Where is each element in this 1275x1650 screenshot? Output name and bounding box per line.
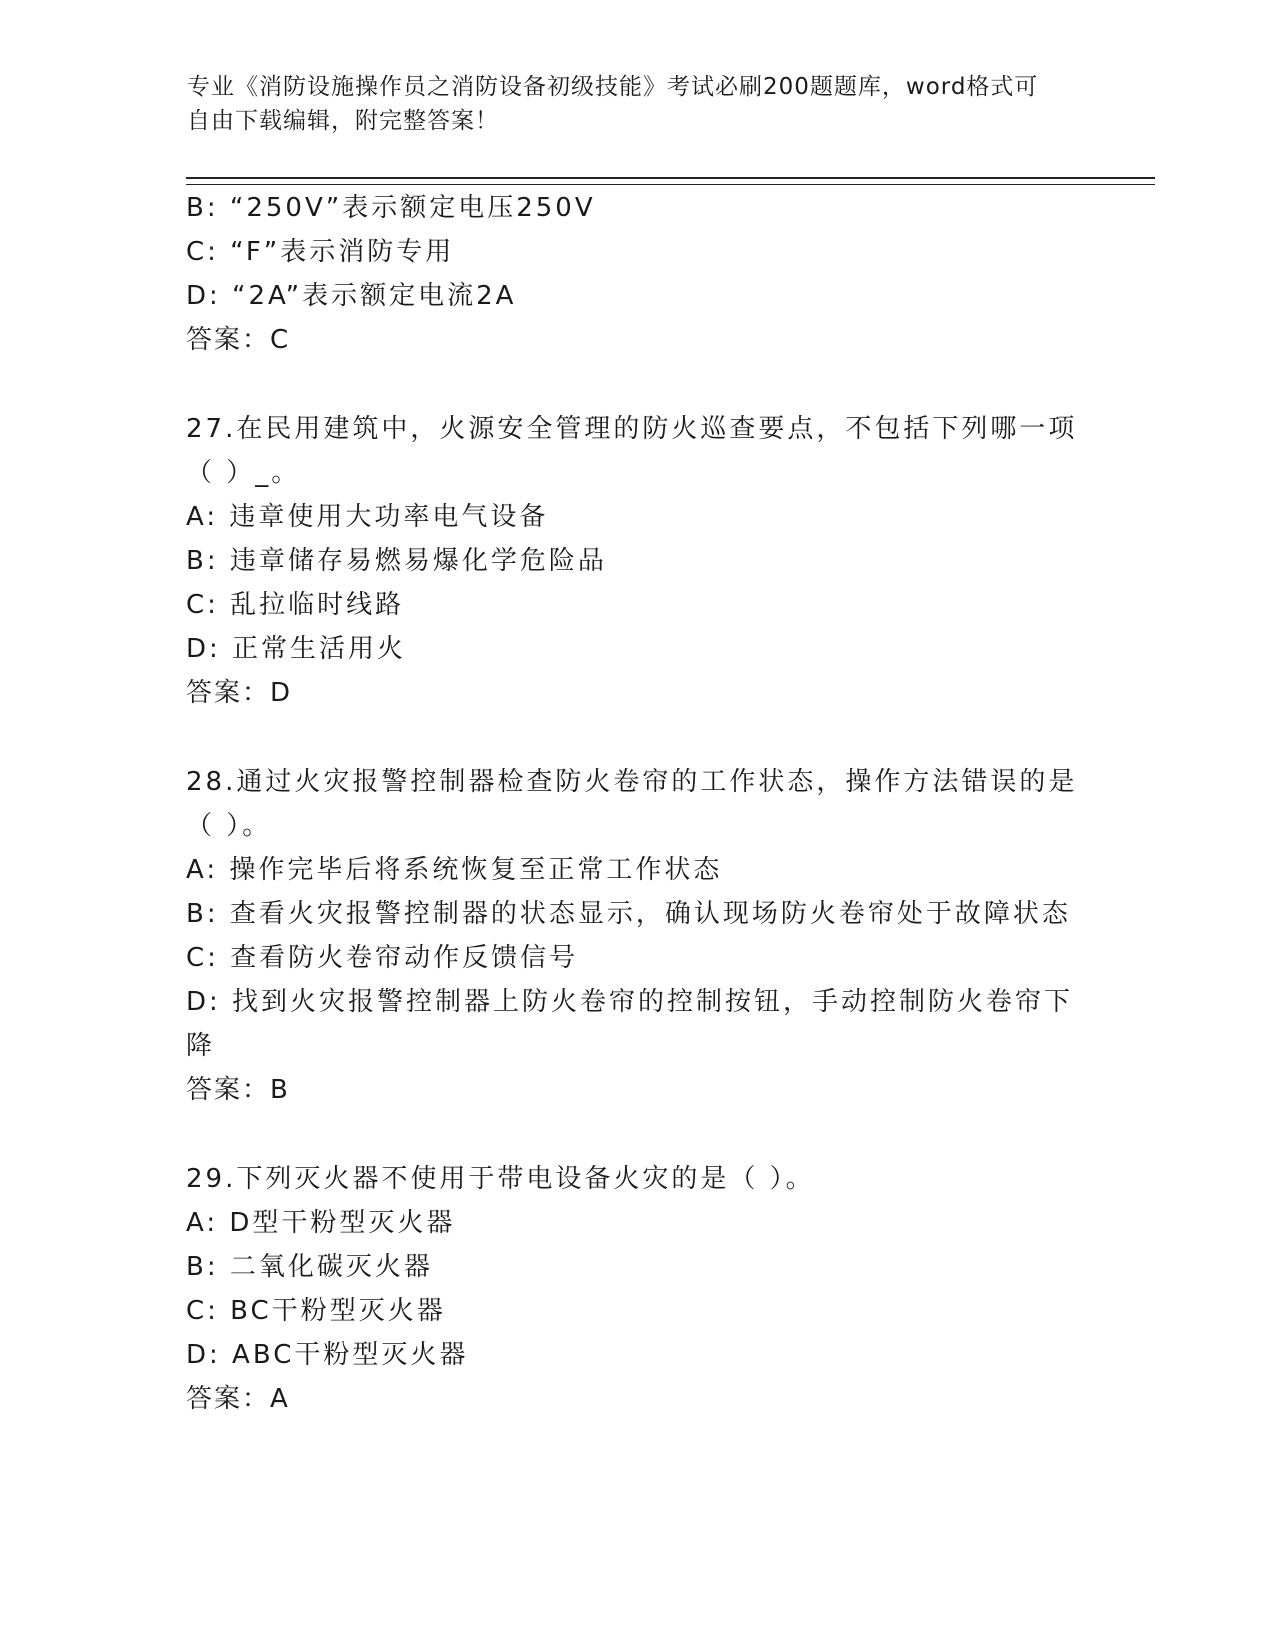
q26-option-b: B: “250V”表示额定电压250V (186, 193, 596, 223)
q28-option-d-line-2: 降 (186, 1031, 216, 1061)
q29-option-b: B: 二氧化碳灭火器 (186, 1252, 433, 1282)
q28-option-b: B: 查看火灾报警控制器的状态显示，确认现场防火卷帘处于故障状态 (186, 899, 1071, 929)
q29-answer: 答案：A (186, 1384, 290, 1414)
q27-option-a: A: 违章使用大功率电气设备 (186, 502, 549, 532)
q29-option-c: C: BC干粉型灭火器 (186, 1296, 446, 1326)
q27-option-c: C: 乱拉临时线路 (186, 590, 405, 620)
q27-option-d: D: 正常生活用火 (186, 634, 407, 664)
document-header (187, 70, 1067, 138)
q29-option-a: A: D型干粉型灭火器 (186, 1208, 456, 1238)
q27-stem-line-1: 27.在民用建筑中，火源安全管理的防火巡查要点，不包括下列哪一项 (186, 414, 1078, 444)
header-divider-thick (186, 177, 1155, 179)
q28-stem-line-2: （ ）。 (186, 811, 272, 841)
q26-option-c: C: “F”表示消防专用 (186, 237, 455, 267)
q26-option-d: D: “2A”表示额定电流2A (186, 281, 517, 311)
q29-stem: 29.下列灭火器不使用于带电设备火灾的是（ ）。 (186, 1164, 815, 1194)
q27-stem-line-2: （ ）_。 (186, 458, 301, 488)
header-divider-thin (186, 184, 1155, 185)
q26-answer: 答案：C (186, 325, 291, 355)
header-line-1: 专业《消防设施操作员之消防设备初级技能》考试必刷200题题库，word格式可 (187, 74, 1039, 100)
q28-stem-line-1: 28.通过火灾报警控制器检查防火卷帘的工作状态，操作方法错误的是 (186, 767, 1078, 797)
q28-option-d-line-1: D: 找到火灾报警控制器上防火卷帘的控制按钮，手动控制防火卷帘下 (186, 987, 1074, 1017)
q28-option-a: A: 操作完毕后将系统恢复至正常工作状态 (186, 855, 723, 885)
q29-option-d: D: ABC干粉型灭火器 (186, 1340, 469, 1370)
header-line-2: 自由下载编辑，附完整答案！ (187, 108, 499, 134)
q27-answer: 答案：D (186, 678, 293, 708)
q28-answer: 答案：B (186, 1075, 290, 1105)
q27-option-b: B: 违章储存易燃易爆化学危险品 (186, 546, 607, 576)
q28-option-c: C: 查看防火卷帘动作反馈信号 (186, 943, 579, 973)
